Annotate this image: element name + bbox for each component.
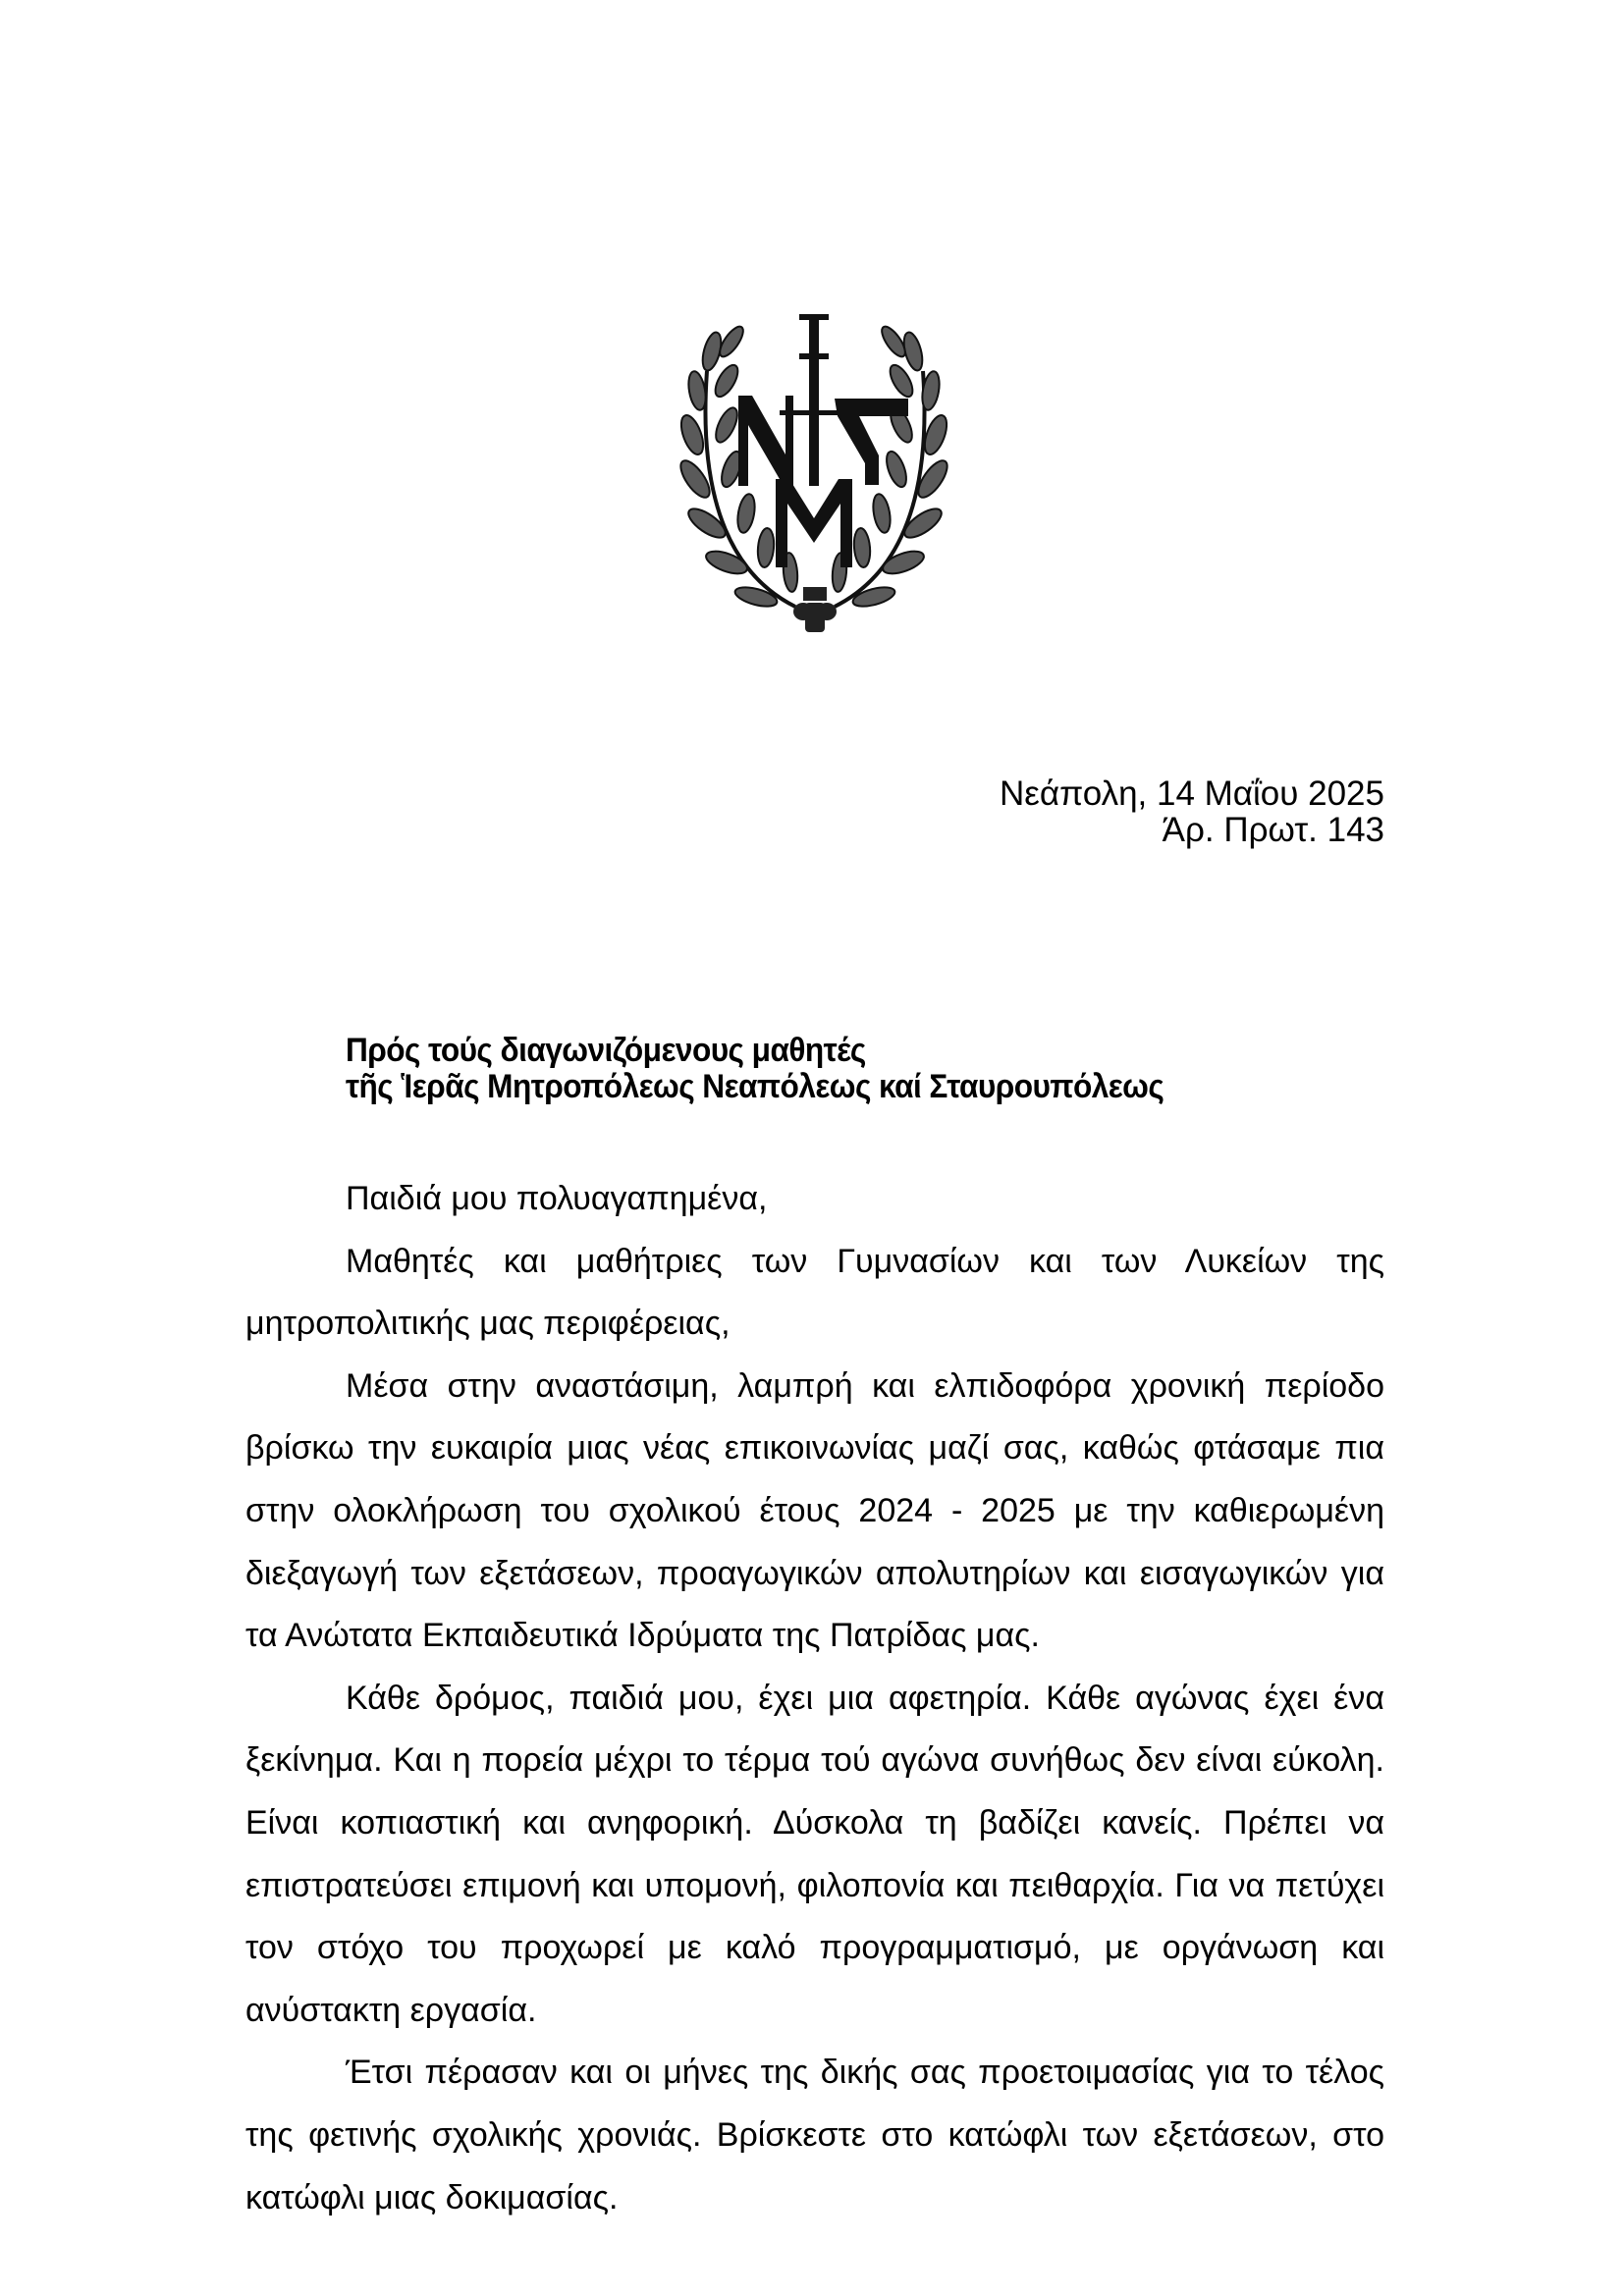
letter-body [245, 1168, 1384, 2229]
wreath-ribbon-knot [793, 587, 837, 632]
emblem-monogram-wreath-icon [677, 312, 952, 646]
place-date: Νεάπολη, 14 Μαΐου 2025 [1000, 774, 1384, 813]
date-and-protocol [1000, 775, 1384, 848]
addressee-line-2: τῆς Ἱερᾶς Μητροπόλεως Νεαπόλεως καί Σταυρουπόλεως [346, 1068, 1164, 1105]
greeting: Παιδιά μου πολυαγαπημένα, [346, 1180, 768, 1217]
addressee-block [346, 1033, 1164, 1105]
paragraph: Μαθητές και μαθήτριες των Γυμνασίων και των Λυκείων της μητροπολιτικής μας περιφέρειας, [245, 1242, 1384, 1343]
paragraph: Έτσι πέρασαν και οι μήνες της δικής σας προετοιμασίας για το τέλος της φετινής σχολικής χρονιάς. Βρίσκεστε στο κατώφλι των εξετάσεων, στο κατώφλι μιας δοκιμασίας. [245, 2054, 1384, 2216]
protocol-number: Άρ. Πρωτ. 143 [1162, 811, 1384, 849]
paragraph: Μέσα στην αναστάσιμη, λαμπρή και ελπιδοφόρα χρονική περίοδο βρίσκω την ευκαιρία μιας νέας επικοινωνίας μαζί σας, καθώς φτάσαμε πια στην ολοκλήρωση του σχολικού έτους 2024 - 2025 με την καθιερωμένη διεξαγωγή των εξετάσεων, προαγωγικών απολυτηρίων και εισαγωγικών για τα Ανώτατα Εκπαιδευτικά Ιδρύματα της Πατρίδας μας. [245, 1366, 1384, 1655]
paragraph: Κάθε δρόμος, παιδιά μου, έχει μια αφετηρία. Κάθε αγώνας έχει ένα ξεκίνημα. Και η πορεία μέχρι το τέρμα τού αγώνα συνήθως δεν είναι εύκολη. Είναι κοπιαστική και ανηφορική. Δύσκολα τη βαδίζει κανείς. Πρέπει να επιστρατεύσει επιμονή και υπομονή, φιλοπονία και πειθαρχία. Για να πετύχει τον στόχο του προχωρεί με καλό προγραμματισμό, με οργάνωση και ανύστακτη εργασία. [245, 1679, 1384, 2029]
addressee-line-1: Πρός τούς διαγωνιζόμενους μαθητές [346, 1032, 866, 1069]
